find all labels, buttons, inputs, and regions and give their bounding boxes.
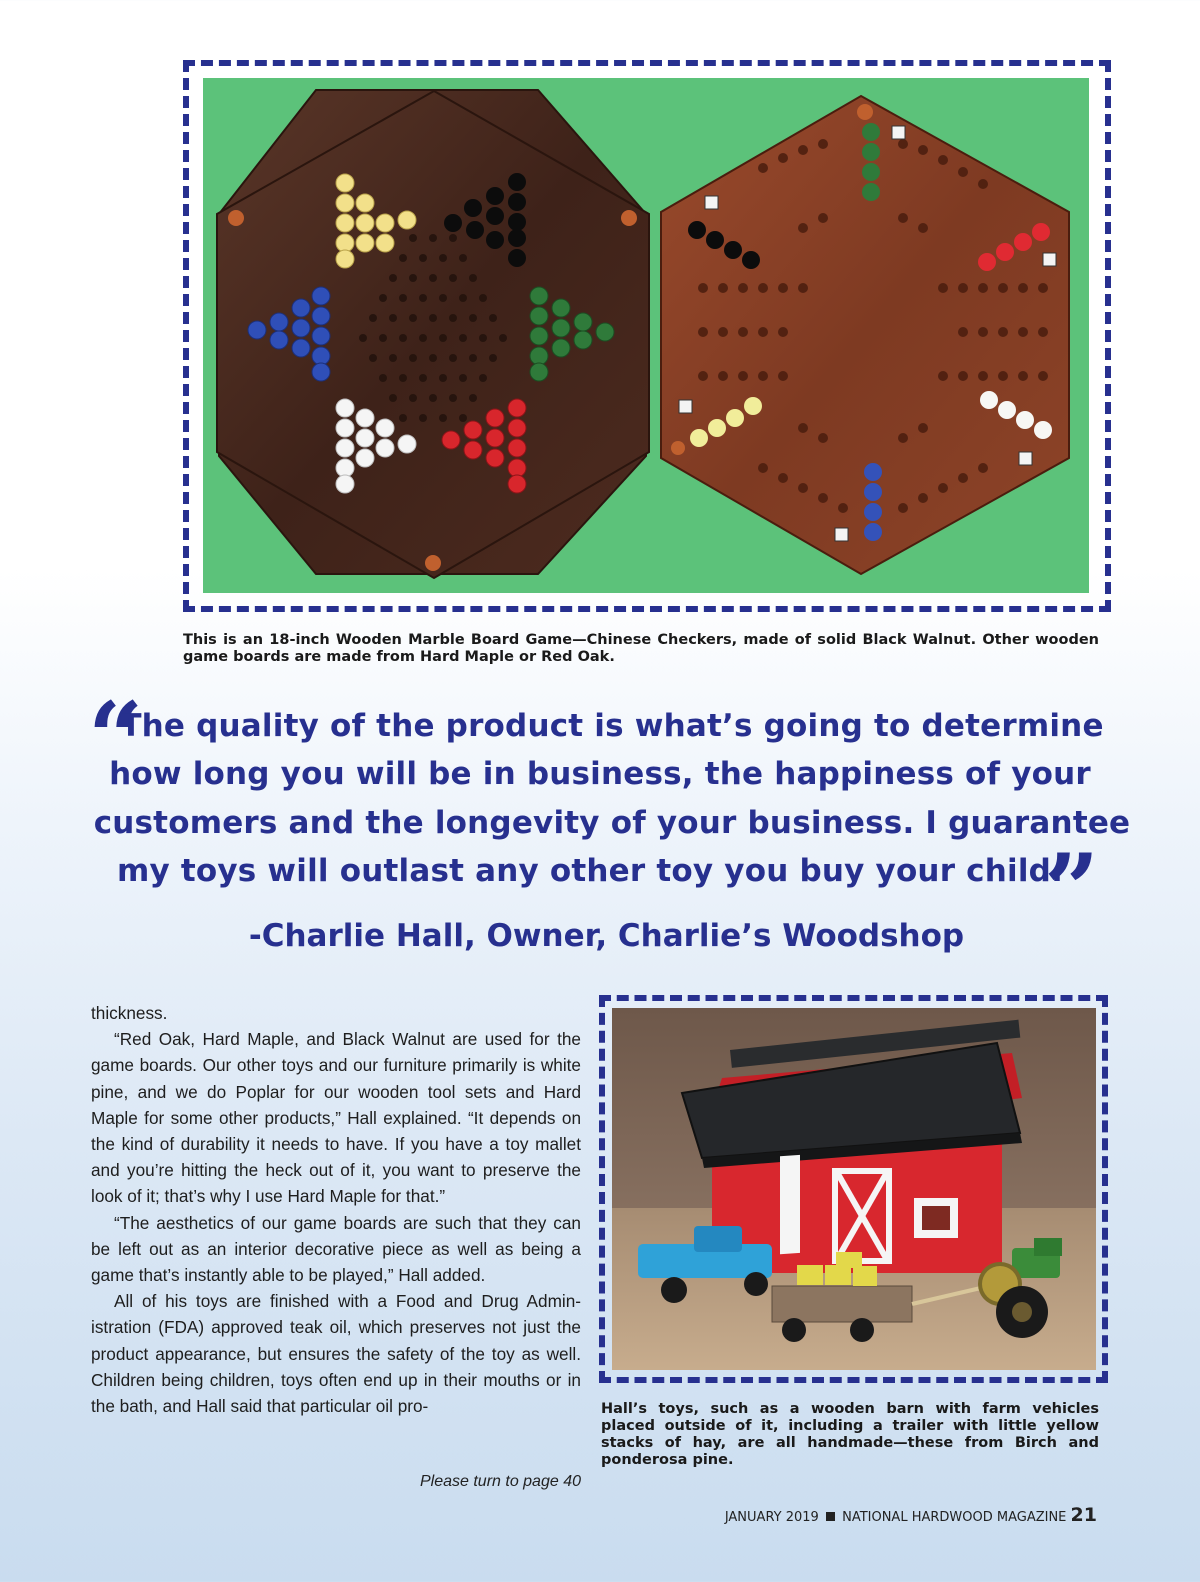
pull-quote-line-3: customers and the longevity of your business. I guarantee — [93, 805, 1131, 841]
close-quote-mark: ” — [1044, 833, 1100, 946]
side-photo-caption: Hall’s toys, such as a wooden barn with farm vehicles placed outside of it, including a trailer with little yellow stacks of hay, are all handmade—these from Birch and ponderosa pine. — [601, 1401, 1099, 1468]
magazine-name: NATIONAL HARDWOOD MAGAZINE — [842, 1510, 1067, 1525]
article-paragraph: “The aesthetics of our game boards are such that they can be left out as an interior decorative piece as well as being a game that’s instantly able to be played,” Hall added. — [91, 1212, 581, 1286]
top-photo-caption: This is an 18-inch Wooden Marble Board Game—Chinese Checkers, made of solid Black Walnut. Other wooden game boards are made from Hard Maple or Red Oak. — [183, 632, 1099, 665]
pull-quote-attribution: -Charlie Hall, Owner, Charlie’s Woodshop — [248, 918, 965, 954]
separator-square-icon — [826, 1512, 835, 1521]
game-boards-photo — [203, 78, 1089, 593]
continued-notice: Please turn to page 40 — [419, 1473, 581, 1490]
article-paragraph: thickness. — [91, 1003, 168, 1023]
article-paragraph: All of his toys are finished with a Food and Drug Admin-istration (FDA) approved teak oil, which preserves not just the product appearance, but ensures the safety of the toy as well. Children being children, toys often end up in their mouths or in the bath, and Hall said that particular oil pro- — [91, 1291, 581, 1417]
open-quote-mark: “ — [88, 681, 144, 794]
article-paragraph: “Red Oak, Hard Maple, and Black Walnut are used for the game boards. Our other toys and our furniture primarily is white pine, and we do Poplar for our wooden tool sets and Hard Maple for some other products,” Hall explained. “It depends on the kind of durability it needs to have. If you have a toy mallet and you’re hitting the heck out of it, you want to preserve the look of it; that’s why I use Hard Maple for that.” — [91, 1029, 581, 1207]
pull-quote-line-2: how long you will be in business, the happiness of your — [109, 756, 1091, 792]
page-number: 21 — [1070, 1504, 1097, 1526]
issue-date: JANUARY 2019 — [724, 1510, 819, 1525]
page-footer — [725, 1504, 1097, 1526]
toy-barn-photo — [612, 1008, 1096, 1370]
article-body — [91, 1000, 581, 1419]
pull-quote-line-4: my toys will outlast any other toy you buy your child. — [116, 853, 1064, 889]
pull-quote-line-1: The quality of the product is what’s going to determine — [120, 708, 1104, 744]
